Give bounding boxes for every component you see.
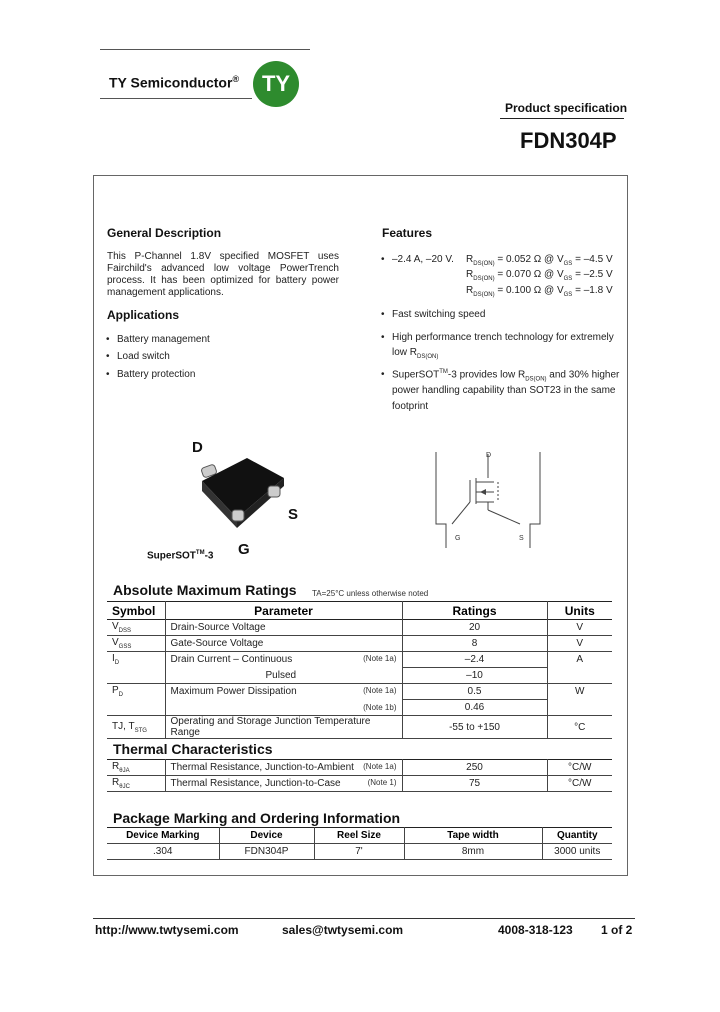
col-header-marking: Device Marking xyxy=(126,830,200,841)
feature-switching: • Fast switching speed xyxy=(392,309,485,320)
doc-type: Product specification xyxy=(505,101,628,115)
features-title: Features xyxy=(382,226,433,240)
header-bottom-rule xyxy=(100,98,252,99)
col-header-device: Device xyxy=(219,828,314,844)
part-number: FDN304P xyxy=(520,128,617,153)
schematic-s-label: S xyxy=(519,535,524,542)
table-row: $V_{DSS}$ Drain-Source Voltage 20 V xyxy=(107,620,612,636)
pin-s-label: S xyxy=(288,506,299,523)
thermal-table xyxy=(107,759,612,792)
feature-rds-3: $R_{DS(ON)} = 0.100$ Ω @ $V_{GS} = -1.8$ V xyxy=(466,285,613,298)
logo-text: TY xyxy=(261,71,291,96)
feature-supersot: • SuperSOT™-3 provides low $R_{DS(ON)}$ and 30% higher xyxy=(392,369,619,382)
schematic-g-label: G xyxy=(455,535,461,542)
feature-trench-cont: low $R_{DS(ON)}$ xyxy=(392,347,439,360)
table-row: $R_{\theta JC}$ Thermal Resistance, Junction-to-Case (Note 1) 75 °C/W xyxy=(107,776,612,792)
abs-max-title: Absolute Maximum Ratings xyxy=(113,582,297,598)
col-header-tape: Tape width xyxy=(404,828,542,844)
company-name: TY Semiconductor® xyxy=(109,74,240,91)
title-rule xyxy=(500,118,624,119)
table-row: (Note 1b) 0.46 xyxy=(107,700,612,716)
application-item: • Load switch xyxy=(117,351,170,362)
general-description-text: This P-Channel 1.8V specified MOSFET uses Fairchild's advanced low voltage PowerTrench process. It has been optimized for battery power management applications. xyxy=(107,251,339,298)
col-header-parameter: Parameter xyxy=(165,602,402,620)
table-row: $R_{\theta JA}$ Thermal Resistance, Junction-to-Ambient (Note 1a) 250 °C/W xyxy=(107,760,612,776)
ty-logo xyxy=(253,61,299,107)
general-description-title: General Description xyxy=(107,226,222,240)
table-row: $V_{GSS}$ Gate-Source Voltage 8 V xyxy=(107,636,612,652)
col-header-symbol: Symbol xyxy=(112,603,156,618)
table-row: Pulsed –10 xyxy=(107,668,612,684)
ordering-table xyxy=(107,827,612,860)
sot-package-drawing xyxy=(192,446,312,541)
application-item: • Battery management xyxy=(117,334,210,345)
pin-d-label: D xyxy=(192,439,203,456)
col-header-quantity: Quantity xyxy=(542,828,612,844)
applications-title: Applications xyxy=(107,308,180,322)
feature-supersot-line2: power handling capability than SOT23 in the same xyxy=(392,385,616,396)
schematic-d-label: D xyxy=(486,452,492,459)
header-top-rule xyxy=(100,49,310,50)
footer-rule xyxy=(93,918,635,919)
feature-supersot-line3: footprint xyxy=(392,401,429,412)
footer-url[interactable]: http://www.twtysemi.com xyxy=(95,923,239,937)
application-item: • Battery protection xyxy=(117,369,195,380)
footer-page: 1 of 2 xyxy=(601,923,633,937)
abs-max-table xyxy=(107,601,612,739)
col-header-reel: Reel Size xyxy=(314,828,404,844)
col-header-units: Units xyxy=(547,602,612,620)
feature-rds-1: $R_{DS(ON)} = 0.052$ Ω @ $V_{GS} = -4.5$ V xyxy=(466,254,613,267)
feature-current-voltage: • –2.4 A, –20 V. xyxy=(392,254,454,265)
table-row: $P_D$ Maximum Power Dissipation (Note 1a) 0.5 W xyxy=(107,684,612,700)
table-row: .304 FDN304P 7' 8mm 3000 units xyxy=(107,844,612,860)
ordering-title: Package Marking and Ordering Information xyxy=(113,810,401,826)
thermal-title: Thermal Characteristics xyxy=(113,741,273,757)
col-header-ratings: Ratings xyxy=(402,602,547,620)
footer-email[interactable]: sales@twtysemi.com xyxy=(282,923,404,937)
abs-max-note: TA=25°C unless otherwise noted xyxy=(312,589,429,598)
feature-rds-2: $R_{DS(ON)} = 0.070$ Ω @ $V_{GS} = -2.5$ V xyxy=(466,269,613,282)
footer-phone: 4008-318-123 xyxy=(498,923,573,937)
feature-trench: • High performance trench technology for extremely xyxy=(392,332,614,343)
pin-g-label: G xyxy=(238,541,250,558)
table-row: TJ, $T_{STG}$ Operating and Storage Junction Temperature Range -55 to +150 °C xyxy=(107,716,612,739)
package-name: SuperSOT™-3 xyxy=(147,550,214,562)
table-row: $I_D$ Drain Current – Continuous (Note 1a) –2.4 A xyxy=(107,652,612,668)
